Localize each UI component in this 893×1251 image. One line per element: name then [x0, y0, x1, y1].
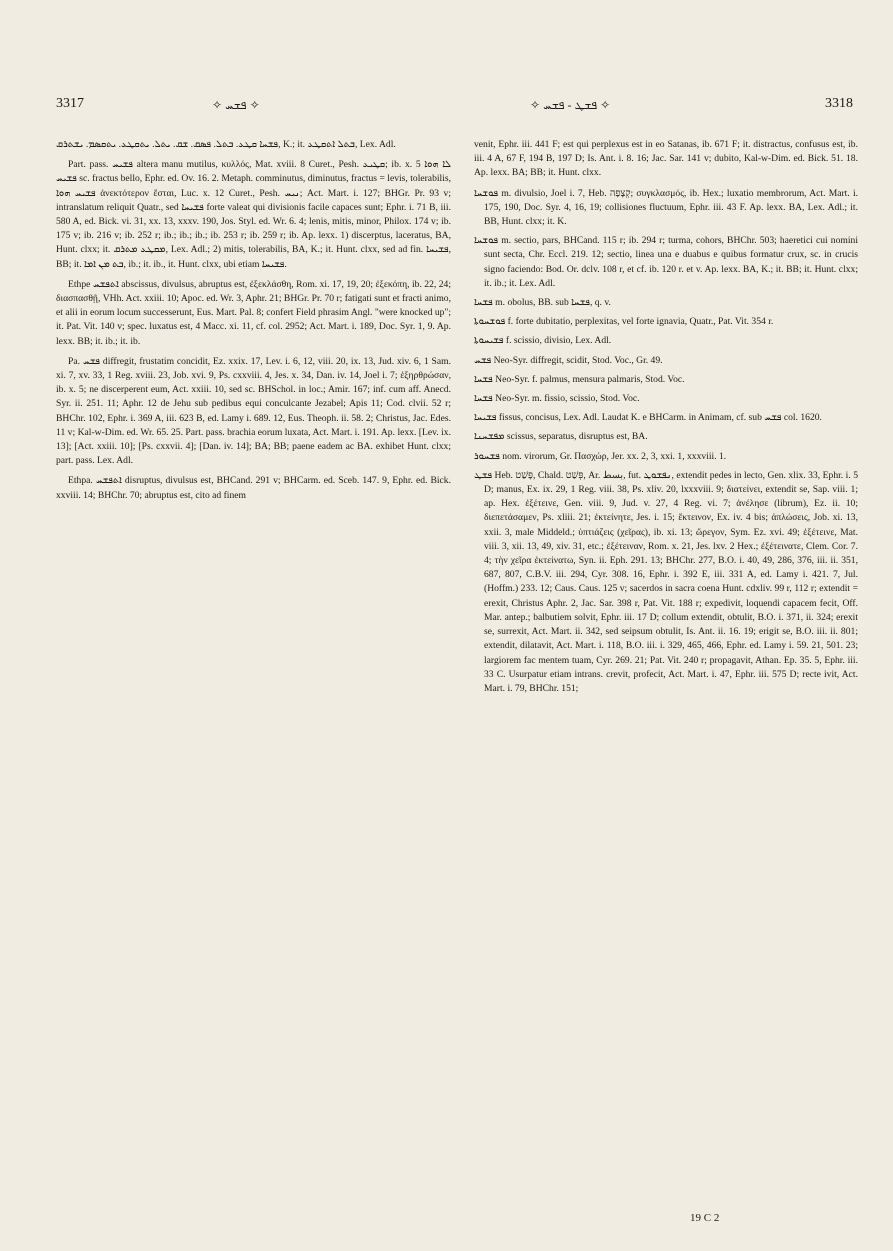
entry-text: ܦܫܚܐ Neo-Syr. f. palmus, mensura palmaris, Stod. Voc.	[474, 373, 685, 385]
entry-text: ܡܦܫܚܢܐ scissus, separatus, disruptus est, BA.	[474, 431, 648, 443]
left-page-number: 3317	[56, 96, 84, 111]
entry-text: ܦܫܝܚܘܬܐ f. scissio, divisio, Lex. Adl.	[474, 335, 612, 347]
left-column	[56, 138, 451, 1223]
right-column	[474, 138, 858, 1223]
entry-text: Part. pass. ܦܫܝܚ altera manu mutilus, κυλλός, Mat. xviii. 8 Curet., Pesh. ܩܛܝܥ; ib. x. 5 ܠܐ ܗܘܐ ܦܫܝܚ sc. fractus bello, Ephr. ed. Ov. 16. 2. Metaph. comminutus, diminutus, fractus = levis, tolerabilis, ܦܫܝܚ ܗܘܐ ἀνεκτότερον ἔσται, Luc. x. 12 Curet., Pesh. ܢܝܚ; Act. Mart. i. 127; BHGr. Pr. 93 v; intranslatum reliquit Quatr., sed ܦܫܝܚܐ forte valeat qui divisionis facile capaces sunt; Ephr. i. 71 B, iii. 580 A, ed. Bick. vi. 31, xx. 13, xxxv. 190, Jos. Styl. ed. Wr. 6. 4; lenis, mitis, minor, Philox. 174 v; ib. 175 v; ib. 216 v; ib. 252 r; ib.; ib.; ib.; ib. 253 r; ib. 259 r; ib. Ap. lexx. 1) discerptus, laceratus, BA, Hunt. clxx; it. ܡܩܛܥ ܡܬܪܩ, Lex. Adl.; 2) mitis, tolerabilis, BA, K.; it. Hunt. clxx, sed ad fin. ܦܫܝܚܐ, BB; it. ܒܬ ܡܢ ܐܡܐ, ib.; it. ib., it. Hunt. clxx, ubi etiam ܦܫܝܚܐ.	[56, 159, 451, 270]
right-running-head: ✧ ܦܫܛ - ܦܫܚ ✧	[530, 98, 611, 112]
entry-text: Ethpa. ܐܬܦܫܚ disruptus, divulsus est, BHCand. 291 v; BHCarm. ed. Sceb. 147. 9, Ephr. ed. Bick. xxviii. 14; BHChr. 70; abruptus est, cito ad finem	[56, 475, 451, 501]
entry-text: Pa. ܦܫܚ diffregit, frustatim concidit, Ez. xxix. 17, Lev. i. 6, 12, viii. 20, ix. 13, Jud. xiv. 6, 1 Sam. xi. 7, xv. 33, 1 Reg. xviii. 23, Job. xvi. 9, Ps. cxxviii. 4, Jes. x. 34, Dan. iv. 14, Joel i. 7; ἐξηρθρώσαν, ib. x. 5; ne discerperent eum, Act. xxiii. 10, sed sc. BHSchol. in loc.; Amir. 167; inf. cum aff. Anecd. Syr. ii. 251. 11; Aphr. 12 de Jehu sub pedibus equi conculcante Jezabel; Apis 11; Cod. clvii. 52 r; BHChr. 102, Ephr. i. 369 A, iii. 623 B, ed. Lamy i. 689. 12, Eus. Theoph. ii. 58. 2; Christus, Jac. Edes. 11 v; Kal-w-Dim. ed. Wr. 65. 25. Part. pass. brachia eorum luxata, Act. Mart. i. 191. Ap. lexx. [Lev. ix. 13]; [Act. xxiii. 10]; [Ps. cxxvii. 4]; [Dan. iv. 14]; BA; BB; paene eadem ac BA. exhibet Hunt. clxx; part. pass. Lex. Adl.	[56, 355, 451, 467]
entry-text: ܦܫܚܘܪ nom. virorum, Gr. Πασχώρ, Jer. xx. 2, 3, xxi. 1, xxxviii. 1.	[474, 450, 727, 462]
signature-mark: 19 C 2	[690, 1212, 720, 1224]
entry-text: venit, Ephr. iii. 441 F; est qui perplexus est in eo Satanas, ib. 671 F; it. distractus, confusus est, ib. iii. 4 A, 67 F, 194 B, 197 D; Is. Ant. i. 8. 16; Jac. Sar. 141 v; dubito, Kal-w-Dim. ed. Bick. 51. 18. Ap. lexx. BA; BB; it. Hunt. clxx.	[474, 139, 858, 179]
entry-text: ܦܫܛ Heb. פָּשַׁט, Chald. פְּשַׁט, Ar. بسط, fut. ܢܦܫܘܛ, extendit pedes in lecto, Gen. xlix. 33, Ephr. i. 5 D; manus, Ex. ix. 29, 1 Reg. viii. 38, Ps. xliv. 20, lxxxviii. 9; διατείνει, extendit se, Sap. viii. 1; ap. Hex. ἐξέτεινε, Gen. viii. 9, Jud. v. 27, 4 Reg. vi. 7; ἀνέλησε (librum), Ez. ii. 10; διεπετάσαμεν, Ps. xliii. 21; ἐκτείνητε, Jes. i. 15; ἔκτεινον, Ex. iv. 4 bis; ἀπλώσεις, Job. xi. 13, xxii. 3, male Middeld.; ὑπτιάζεις (χεῖρας), ib. xi. 13; ὤρεγον, Sym. Ez. xvi. 49; ἐξέτεινε, Mat. viii. 3, xii. 13, 49, xiv. 31, etc.; ἐξέτειναν, Rom. x. 21, Jes. lxv. 2 Hex.; ἐξέτεινατε, Clem. Cor. 7. 4; τὴν χεῖρα ἐκτείνατω, Syn. ii. Eph. 291. 13; BHChr. 277, B.O. i. 40, 49, 286, 376, iii. ii. 351, 687, 807, C.B.V. iii. 294, Cyr. 308. 16, Ephr. i. 392 E, iii. 331 A, ed. Lamy i. 421. 7, Jul. (Hoffm.) 233. 12; Caus. Caus. 125 v; sacerdos in sacra coena Hunt. cdxliv. 99 r, 112 r; extendit = erexit, Christus Aphr. 2, Jac. Sar. 398 r, Pat. Vit. 188 r; expedivit, loquendi capacem fecit, Off. Mar. antep.; balbutiem solvit, Ephr. iii. 17 D; collum extendit, obtulit, B.O. i. 371, ii. 324; erexit se, surrexit, Act. Mart. ii. 342, sed seipsum obtulit, Is. Ant. ii. 16. 19; erigit se, B.O. iii. ii. 801; extendit, dilatavit, Act. Mart. i. 118, B.O. iii. i. 329, 465, 466, Ephr. ed. Lamy i. 59. 21, 501. 23; largiorem fac mentem tuam, Cyr. 269. 21; Pat. Vit. 240 r; propagavit, Athan. Ep. 35. 5, Ephr. iii. 33 C. Usurpatur etiam intrans. crevit, profecit, Act. Mart. i. 47, Ephr. iii. 575 D; recte ivit, Act. Mart. i. 79, BHChr. 151;	[474, 469, 858, 694]
right-page-number: 3318	[825, 96, 853, 111]
entry-text: ܦܘܫܚܐ m. divulsio, Joel i. 7, Heb. קְצָפָה; συγκλασμός, ib. Hex.; luxatio membrorum, Act. Mart. i. 175, 190, Doc. Syr. 4, 16, 19; collisiones fluctuum, Ephr. iii. 43 F. Ap. lexx. BA, Lex. Adl.; it. BB, Hunt. clxx; it. K.	[474, 187, 858, 228]
entry-text: Ethpe ܐܬܦܫܚ abscissus, divulsus, abruptus est, ἐξεκλάσθη, Rom. xi. 17, 19, 20; ἐξεκόπη, ib. 22, 24; διασπασθῇ, VHh. Act. xxiii. 10; Apoc. ed. Wr. 3, Aphr. 21; BHGr. Pr. 70 r; fatigati sunt et fracti animo, et alii in eorum locum successerunt, Eus. Mart. Pal. 8; confert Field phrasim Angl. "were knocked up"; it. Pat. Vit. 140 v; spec. luxatus est, 4 Macc. xi. 11, cf. col. 2952; Act. Mart. i. 189, Doc. Syr. 1, 9. Ap. lexx. BB; it. ib.; it. ib.	[56, 278, 451, 347]
entry-text: ܦܘܫܚܘܬܐ f. forte dubitatio, perplexitas, vel forte ignavia, Quatr., Pat. Vit. 354 r.	[474, 316, 774, 328]
entry-text: ܦܘܫܚܐ m. sectio, pars, BHCand. 115 r; ib. 294 r; turma, cohors, BHChr. 503; haeretici cui nomini sunt secta, Chr. Eccl. 219. 12; sectio, linea una e duabus e quibus formatur crux, sc. in crucis signo faciendo: Bod. Or. dclv. 108 r, et cf. ib. 120 r. et v. Ap. lexx. BA, K.; it. BB; it. Hunt. clxx; it. ib.; it. Lex. Adl.	[474, 235, 858, 289]
entry-text: ܦܫܝܚܐ fissus, concisus, Lex. Adl. Laudat K. e BHCarm. in Animam, cf. sub ܦܫܚ col. 1620.	[474, 412, 822, 424]
entry-text: ܦܫܚ Neo-Syr. diffregit, scidit, Stod. Voc., Gr. 49.	[474, 354, 663, 366]
entry-text: ܦܫܚܐ ܩܛܥ. ܒܬܠ. ܦܣܩ. ܫܩ. ܝܬܠ. ܝܬܩܛܥ. ܝܬܩܣܡ. ܝܫܬܪܩ, K.; it. ܒܬܠ ܐܬܩܛܥ, Lex. Adl.	[56, 139, 396, 150]
left-running-head: ✧ ܦܫܚ ✧	[212, 98, 260, 112]
entry-text: ܦܫܚܐ m. obolus, BB. sub ܦܫܚܐ, q. v.	[474, 297, 611, 309]
entry-text: ܦܫܚܐ Neo-Syr. m. fissio, scissio, Stod. Voc.	[474, 393, 640, 405]
